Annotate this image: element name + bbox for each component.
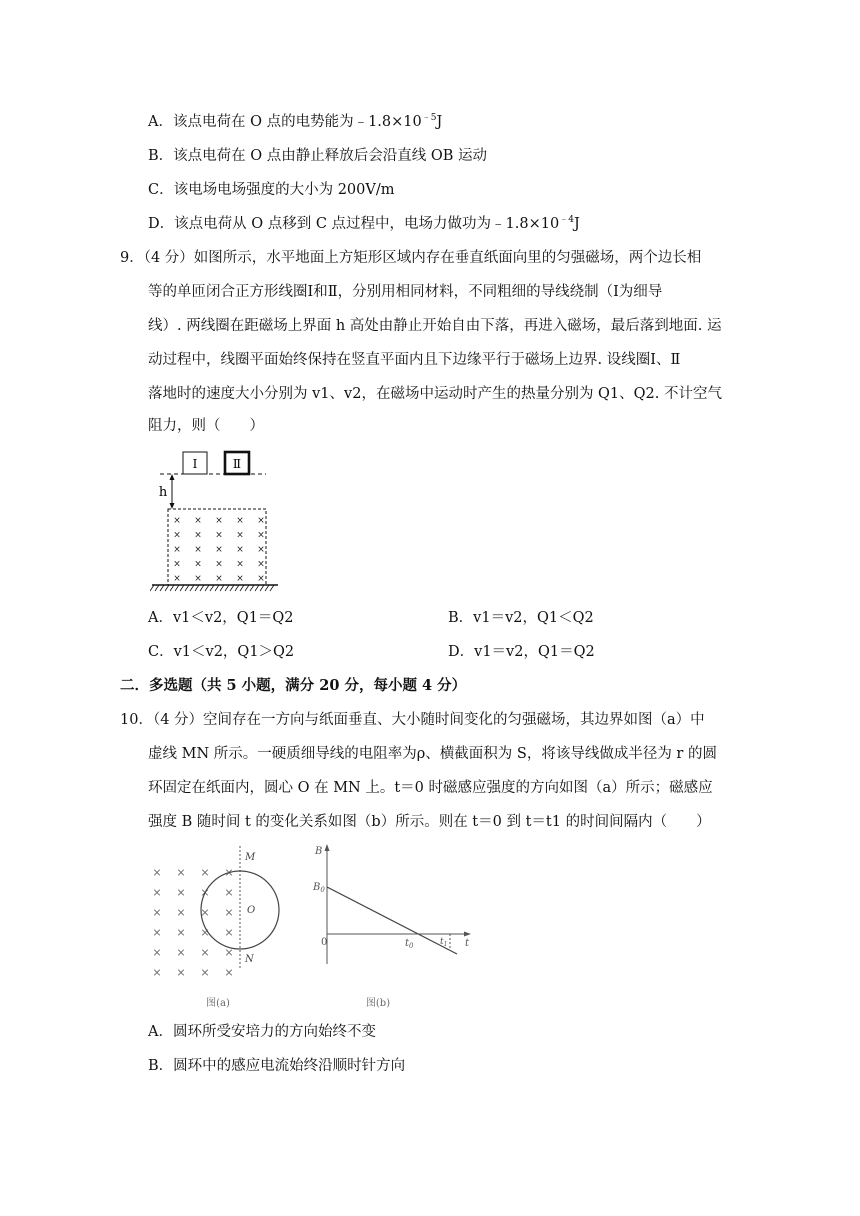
- hatch-stroke: [245, 585, 249, 591]
- field-cross: ×: [224, 906, 234, 919]
- hatch-stroke: [160, 585, 164, 591]
- q8-option-a-unit: J: [436, 114, 443, 130]
- ground-hatching: [150, 585, 274, 591]
- field-cross: ×: [257, 545, 265, 555]
- hatch-stroke: [200, 585, 204, 591]
- hatch-stroke: [170, 585, 174, 591]
- field-cross: ×: [200, 926, 210, 939]
- hatch-stroke: [175, 585, 179, 591]
- field-cross: ×: [236, 530, 244, 541]
- t-axis-label: t: [465, 938, 470, 949]
- q10-stem-line-2: 虚线 MN 所示。一硬质细导线的电阻率为ρ、横截面积为 S，将该导线做成半径为 r 的圆: [148, 746, 717, 762]
- q9-stem-line-1: 9．（4 分）如图所示，水平地面上方矩形区域内存在垂直纸面向里的匀强磁场，两个边长相: [120, 250, 702, 266]
- q8-option-c: C．该电场电场强度的大小为 200V/m: [148, 182, 395, 198]
- field-cross: ×: [173, 530, 181, 541]
- q9-stem-line-4: 动过程中，线圈平面始终保持在竖直平面内且下边缘平行于磁场上边界. 设线圈Ⅰ、Ⅱ: [148, 352, 681, 368]
- q9-option-c: C．v1＜v2，Q1＞Q2: [148, 644, 295, 660]
- field-cross: ×: [224, 966, 234, 979]
- field-cross: ×: [152, 886, 162, 899]
- field-cross: ×: [194, 516, 202, 526]
- hatch-stroke: [210, 585, 214, 591]
- field-cross: ×: [173, 559, 181, 570]
- field-cross: ×: [200, 906, 210, 919]
- q10-option-a: A．圆环所受安培力的方向始终不变: [148, 1024, 376, 1040]
- hatch-stroke: [185, 585, 189, 591]
- hatch-stroke: [250, 585, 254, 591]
- field-cross: ×: [173, 545, 181, 555]
- field-cross: ×: [194, 530, 202, 541]
- q10-figure-b: [305, 840, 485, 1015]
- field-cross: ×: [215, 559, 223, 570]
- hatch-stroke: [220, 585, 224, 591]
- t0-main: t: [405, 938, 410, 949]
- q10-option-b: B．圆环中的感应电流始终沿顺时针方向: [148, 1058, 406, 1074]
- q10-stem-line-3: 环固定在纸面内，圆心 O 在 MN 上。t＝0 时磁感应强度的方向如图（a）所示；磁感应: [148, 780, 713, 796]
- field-cross: ×: [257, 530, 265, 541]
- field-cross: ×: [224, 866, 234, 879]
- field-cross: ×: [257, 559, 265, 570]
- b-t-graph: [327, 887, 457, 954]
- field-cross: ×: [176, 926, 186, 939]
- field-crosses: [173, 516, 265, 584]
- hatch-stroke: [190, 585, 194, 591]
- field-cross: ×: [152, 906, 162, 919]
- field-cross: ×: [194, 574, 202, 584]
- hatch-stroke: [205, 585, 209, 591]
- q9-option-a: A．v1＜v2，Q1＝Q2: [148, 610, 294, 626]
- field-cross: ×: [215, 545, 223, 555]
- b0-label: $B_0$: [313, 882, 325, 894]
- q8-option-a-text: A．该点电荷在 O 点的电势能为﹣1.8×10: [148, 114, 422, 130]
- label-m: M: [245, 852, 256, 863]
- b-axis-label: B: [315, 846, 323, 857]
- q10-stem-line-4: 强度 B 随时间 t 的变化关系如图（b）所示。则在 t＝0 到 t＝t1 的时间间隔内（ ）: [148, 814, 711, 830]
- field-cross: ×: [236, 574, 244, 584]
- field-cross: ×: [224, 926, 234, 939]
- q8-option-b: B．该点电荷在 O 点由静止释放后会沿直线 OB 运动: [148, 148, 488, 164]
- hatch-stroke: [150, 585, 154, 591]
- coil-1-label: Ⅰ: [192, 457, 198, 471]
- q9-stem-line-2: 等的单匝闭合正方形线圈Ⅰ和Ⅱ，分别用相同材料，不同粗细的导线绕制（Ⅰ为细导: [148, 284, 663, 300]
- field-cross: ×: [236, 516, 244, 526]
- q8-option-a-exponent: ﹣5: [421, 113, 437, 123]
- q10-figure-a: [140, 840, 290, 1015]
- t0-label: $t_0$: [405, 938, 414, 950]
- q8-option-d-exponent: ﹣4: [559, 215, 574, 225]
- field-cross: ×: [176, 946, 186, 959]
- field-crosses: [152, 866, 233, 979]
- section-heading: 二．多选题（共 5 小题，满分 20 分，每小题 4 分）: [120, 677, 467, 694]
- field-cross: ×: [152, 966, 162, 979]
- hatch-stroke: [235, 585, 239, 591]
- field-cross: ×: [215, 574, 223, 584]
- b0-main: B: [313, 882, 321, 893]
- field-cross: ×: [152, 946, 162, 959]
- q10-stem-line-1: 10．（4 分）空间存在一方向与纸面垂直、大小随时间变化的匀强磁场，其边界如图（a）中: [120, 712, 705, 728]
- hatch-stroke: [240, 585, 244, 591]
- field-cross: ×: [176, 866, 186, 879]
- hatch-stroke: [180, 585, 184, 591]
- field-cross: ×: [173, 574, 181, 584]
- field-cross: ×: [200, 946, 210, 959]
- field-cross: ×: [152, 926, 162, 939]
- height-label: h: [158, 485, 168, 500]
- t1-main: t: [440, 937, 444, 947]
- q9-option-d: D．v1＝v2，Q1＝Q2: [448, 644, 595, 660]
- field-cross: ×: [173, 516, 181, 526]
- caption-b: 图(b): [365, 998, 391, 1009]
- field-cross: ×: [194, 545, 202, 555]
- q8-option-d-text: D．该点电荷从 O 点移到 C 点过程中，电场力做功为﹣1.8×10: [148, 216, 560, 232]
- origin-label: 0: [321, 937, 328, 948]
- q9-stem-line-3: 线）. 两线圈在距磁场上界面 h 高处由静止开始自由下落，再进入磁场，最后落到地面. 运: [148, 318, 722, 334]
- q8-option-d: [148, 214, 580, 234]
- field-cross: ×: [176, 966, 186, 979]
- field-cross: ×: [194, 559, 202, 570]
- field-cross: ×: [236, 559, 244, 570]
- field-cross: ×: [200, 866, 210, 879]
- field-cross: ×: [215, 516, 223, 526]
- hatch-stroke: [255, 585, 259, 591]
- field-cross: ×: [176, 886, 186, 899]
- q9-option-b: B．v1＝v2，Q1＜Q2: [448, 610, 594, 626]
- q9-figure: [150, 444, 280, 596]
- hatch-stroke: [165, 585, 169, 591]
- t1-label: $t_1$: [440, 937, 448, 948]
- field-cross: ×: [200, 966, 210, 979]
- coil-2-label: Ⅱ: [232, 457, 242, 471]
- field-cross: ×: [152, 866, 162, 879]
- hatch-stroke: [225, 585, 229, 591]
- field-cross: ×: [224, 886, 234, 899]
- hatch-stroke: [215, 585, 219, 591]
- field-cross: ×: [257, 516, 265, 526]
- hatch-stroke: [265, 585, 269, 591]
- field-cross: ×: [200, 886, 210, 899]
- q9-stem-line-5: 落地时的速度大小分别为 v1、v2，在磁场中运动时产生的热量分别为 Q1、Q2. 不计空气: [148, 386, 722, 402]
- q8-option-d-unit: J: [573, 216, 580, 232]
- label-n: N: [245, 954, 254, 965]
- hatch-stroke: [195, 585, 199, 591]
- hatch-stroke: [270, 585, 274, 591]
- field-cross: ×: [176, 906, 186, 919]
- field-cross: ×: [224, 946, 234, 959]
- hatch-stroke: [155, 585, 159, 591]
- field-cross: ×: [257, 574, 265, 584]
- field-cross: ×: [236, 545, 244, 555]
- q9-stem-line-6: 阻力，则（ ）: [148, 418, 264, 434]
- caption-a: 图(a): [206, 998, 230, 1009]
- hatch-stroke: [260, 585, 264, 591]
- field-cross: ×: [215, 530, 223, 541]
- hatch-stroke: [230, 585, 234, 591]
- q8-option-a: [148, 112, 442, 132]
- label-o: O: [247, 905, 256, 916]
